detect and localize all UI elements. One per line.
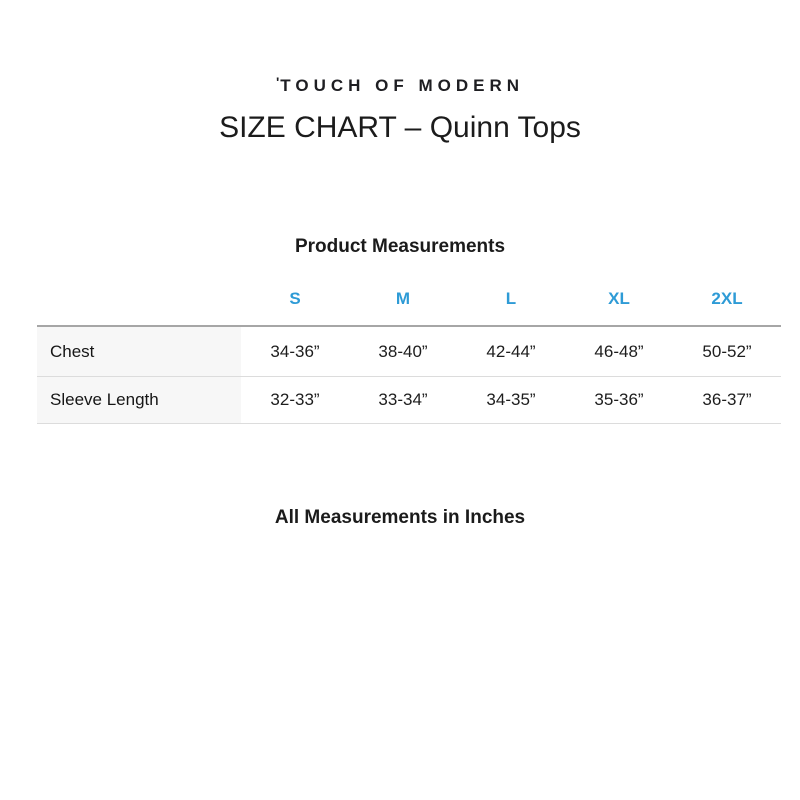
size-column-header-2xl: 2XL <box>673 272 781 327</box>
measurements-footnote: All Measurements in Inches <box>274 507 526 528</box>
sleeve-value-l: 34-35” <box>457 377 565 424</box>
row-label-chest: Chest <box>37 327 241 377</box>
chest-value-2xl: 50-52” <box>673 327 781 377</box>
chest-value-xl: 46-48” <box>565 327 673 377</box>
size-chart-table <box>37 272 781 424</box>
brand-logo-text: TOUCH OF MODERN <box>280 76 525 95</box>
table-corner-cell <box>37 272 241 327</box>
sleeve-value-xl: 35-36” <box>565 377 673 424</box>
chest-value-m: 38-40” <box>349 327 457 377</box>
brand-logo <box>0 74 800 96</box>
size-column-header-s: S <box>241 272 349 327</box>
size-column-header-xl: XL <box>565 272 673 327</box>
sleeve-value-2xl: 36-37” <box>673 377 781 424</box>
row-label-sleeve-length: Sleeve Length <box>37 377 241 424</box>
sleeve-value-m: 33-34” <box>349 377 457 424</box>
section-subtitle: Product Measurements <box>294 236 506 257</box>
page-title: SIZE CHART – Quinn Tops <box>219 111 581 144</box>
chest-value-l: 42-44” <box>457 327 565 377</box>
size-column-header-l: L <box>457 272 565 327</box>
logo-tick-icon: ʹ <box>275 74 281 90</box>
size-column-header-m: M <box>349 272 457 327</box>
chest-value-s: 34-36” <box>241 327 349 377</box>
sleeve-value-s: 32-33” <box>241 377 349 424</box>
